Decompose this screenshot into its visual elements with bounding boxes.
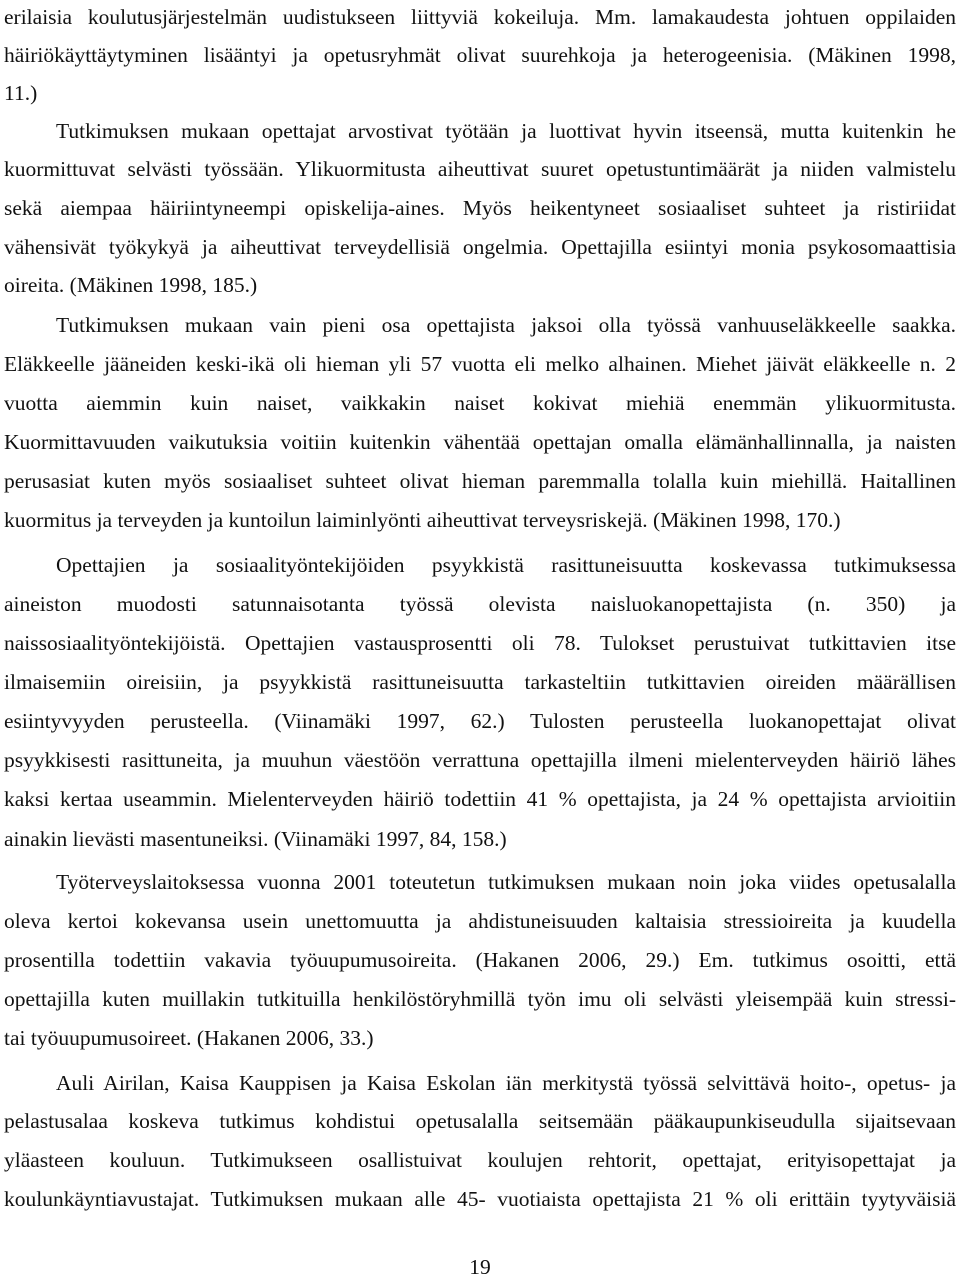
text-line: perusasiat kuten myös sosiaaliset suhteet olivat hieman paremmalla tolalla kuin miehillä. Haitallinen (4, 469, 956, 493)
text-line: kuormitus ja terveyden ja kuntoilun laiminlyönti aiheuttivat terveysriskejä. (Mäkinen 1998, 170.) (4, 508, 841, 532)
text-line: ainakin lievästi masentuneiksi. (Viinamäki 1997, 84, 158.) (4, 827, 507, 851)
text-line: sekä aiempaa häiriintyneempi opiskelija-aines. Myös heikentyneet sosiaaliset suhteet ja ristiriidat (4, 196, 956, 220)
text-line: Eläkkeelle jääneiden keski-ikä oli hieman yli 57 vuotta eli melko alhainen. Miehet jäivät eläkkeelle n. 2 (4, 352, 956, 376)
text-line: kuormittuvat selvästi työssään. Ylikuormitusta aiheuttivat suuret opetustuntimäärät ja niiden valmistelu (4, 157, 956, 181)
text-line: psyykkisesti rasittuneita, ja muuhun väestöön verrattuna opettajilla ilmeni mielenterveyden häiriö lähes (4, 748, 956, 772)
text-line: naissosiaalityöntekijöistä. Opettajien vastausprosentti oli 78. Tulokset perustuivat tutkittavien itse (4, 631, 956, 655)
text-line: yläasteen kouluun. Tutkimukseen osallistuivat koulujen rehtorit, opettajat, erityisopettajat ja (4, 1148, 956, 1172)
text-line: oleva kertoi kokevansa usein unettomuutta ja ahdistuneisuuden kaltaisia stressioireita ja kuudella (4, 909, 956, 933)
text-line: vähensivät työkykyä ja aiheuttivat terveydellisiä ongelmia. Opettajilla esiintyi monia psykosomaattisia (4, 235, 956, 259)
text-line: 11.) (4, 81, 38, 105)
text-line: häiriökäyttäytyminen lisääntyi ja opetusryhmät olivat suurehkoja ja heterogeenisia. (Mäkinen 1998, (4, 43, 956, 67)
text-line: prosentilla todettiin vakavia työuupumusoireita. (Hakanen 2006, 29.) Em. tutkimus osoitti, että (4, 948, 956, 972)
text-line: Tutkimuksen mukaan vain pieni osa opettajista jaksoi olla työssä vanhuuseläkkeelle saakka. (56, 313, 956, 337)
text-line: kaksi kertaa useammin. Mielenterveyden häiriö todettiin 41 % opettajista, ja 24 % opettajista arvioitiin (4, 787, 956, 811)
text-line: esiintyvyyden perusteella. (Viinamäki 1997, 62.) Tulosten perusteella luokanopettajat olivat (4, 709, 956, 733)
text-line: koulunkäyntiavustajat. Tutkimuksen mukaan alle 45- vuotiaista opettajista 21 % oli erittäin tyytyväisiä (4, 1187, 956, 1211)
text-line: vuotta aiemmin kuin naiset, vaikkakin naiset kokivat miehiä enemmän ylikuormitusta. (4, 391, 956, 415)
text-line: Tutkimuksen mukaan opettajat arvostivat työtään ja luottivat hyvin itseensä, mutta kuitenkin he (56, 119, 956, 143)
page-number: 19 (469, 1255, 491, 1279)
text-line: ilmaisemiin oireisiin, ja psyykkistä rasittuneisuutta tarkasteltiin tutkittavien oireiden määrällisen (4, 670, 956, 694)
text-line: aineiston muodosti satunnaisotanta työssä olevista naisluokanopettajista (n. 350) ja (4, 592, 956, 616)
text-line: Kuormittavuuden vaikutuksia voitiin kuitenkin vähentää opettajan omalla elämänhallinnalla, ja naisten (4, 430, 956, 454)
text-line: opettajilla kuten muillakin tutkituilla henkilöstöryhmillä työn imu oli selvästi yleisempää kuin stressi- (4, 987, 956, 1011)
text-line: erilaisia koulutusjärjestelmän uudistukseen liittyviä kokeiluja. Mm. lamakaudesta johtuen oppilaiden (4, 5, 956, 29)
text-line: Opettajien ja sosiaalityöntekijöiden psyykkistä rasittuneisuutta koskevassa tutkimuksessa (56, 553, 956, 577)
text-line: Työterveyslaitoksessa vuonna 2001 toteutetun tutkimuksen mukaan noin joka viides opetusalalla (56, 870, 956, 894)
text-line: pelastusalaa koskeva tutkimus kohdistui opetusalalla seitsemään pääkaupunkiseudulla sijaitsevaan (4, 1109, 956, 1133)
text-line: tai työuupumusoireet. (Hakanen 2006, 33.) (4, 1026, 374, 1050)
text-line: oireita. (Mäkinen 1998, 185.) (4, 273, 258, 297)
text-line: Auli Airilan, Kaisa Kauppisen ja Kaisa Eskolan iän merkitystä työssä selvittävä hoito-, opetus- ja (56, 1071, 956, 1095)
